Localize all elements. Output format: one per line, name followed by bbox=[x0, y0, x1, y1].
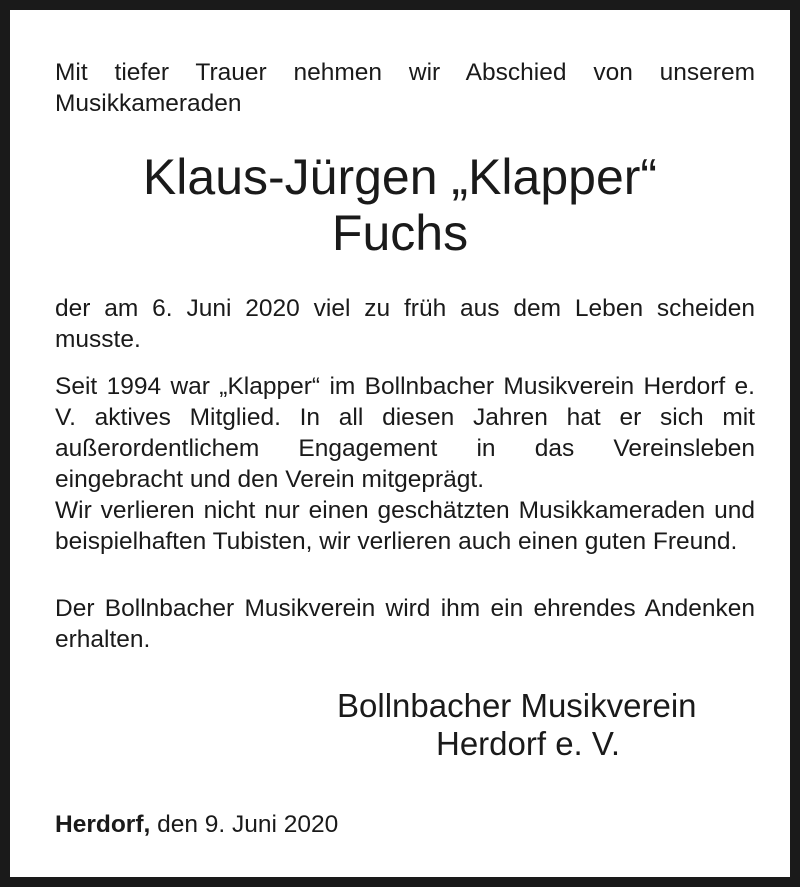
place-and-date bbox=[55, 809, 338, 840]
paragraph-date-of-death: der am 6. Juni 2020 viel zu früh aus dem Leben scheiden musste. bbox=[55, 295, 755, 353]
paragraph-membership: Seit 1994 war „Klapper“ im Bollnbacher Musikverein Herdorf e. V. aktives Mitglied. In all diesen Jahren hat er sich mit außerordentlichem Engagement in das Vereinsleben eingebracht und den Verein mitgeprägt. bbox=[55, 373, 755, 493]
obituary-notice bbox=[10, 10, 790, 877]
deceased-name-line1: Klaus-Jürgen „Klapper“ bbox=[142, 149, 658, 205]
intro-text: Mit tiefer Trauer nehmen wir Abschied von unserem Musikkameraden bbox=[55, 59, 755, 117]
deceased-name-line2: Fuchs bbox=[331, 205, 469, 261]
paragraph-remembrance: Der Bollnbacher Musikverein wird ihm ein ehrendes Andenken erhalten. bbox=[55, 595, 755, 653]
signature-line2: Herdorf e. V. bbox=[436, 725, 621, 762]
deceased-name bbox=[10, 149, 790, 261]
date: den 9. Juni 2020 bbox=[150, 811, 339, 838]
signature-line1: Bollnbacher Musikverein bbox=[337, 687, 697, 724]
place: Herdorf, bbox=[55, 811, 151, 838]
paragraph-friend: Wir verlieren nicht nur einen geschätzten Musikkameraden und beispielhaften Tubisten, wir verlieren auch einen guten Freund. bbox=[55, 497, 755, 555]
